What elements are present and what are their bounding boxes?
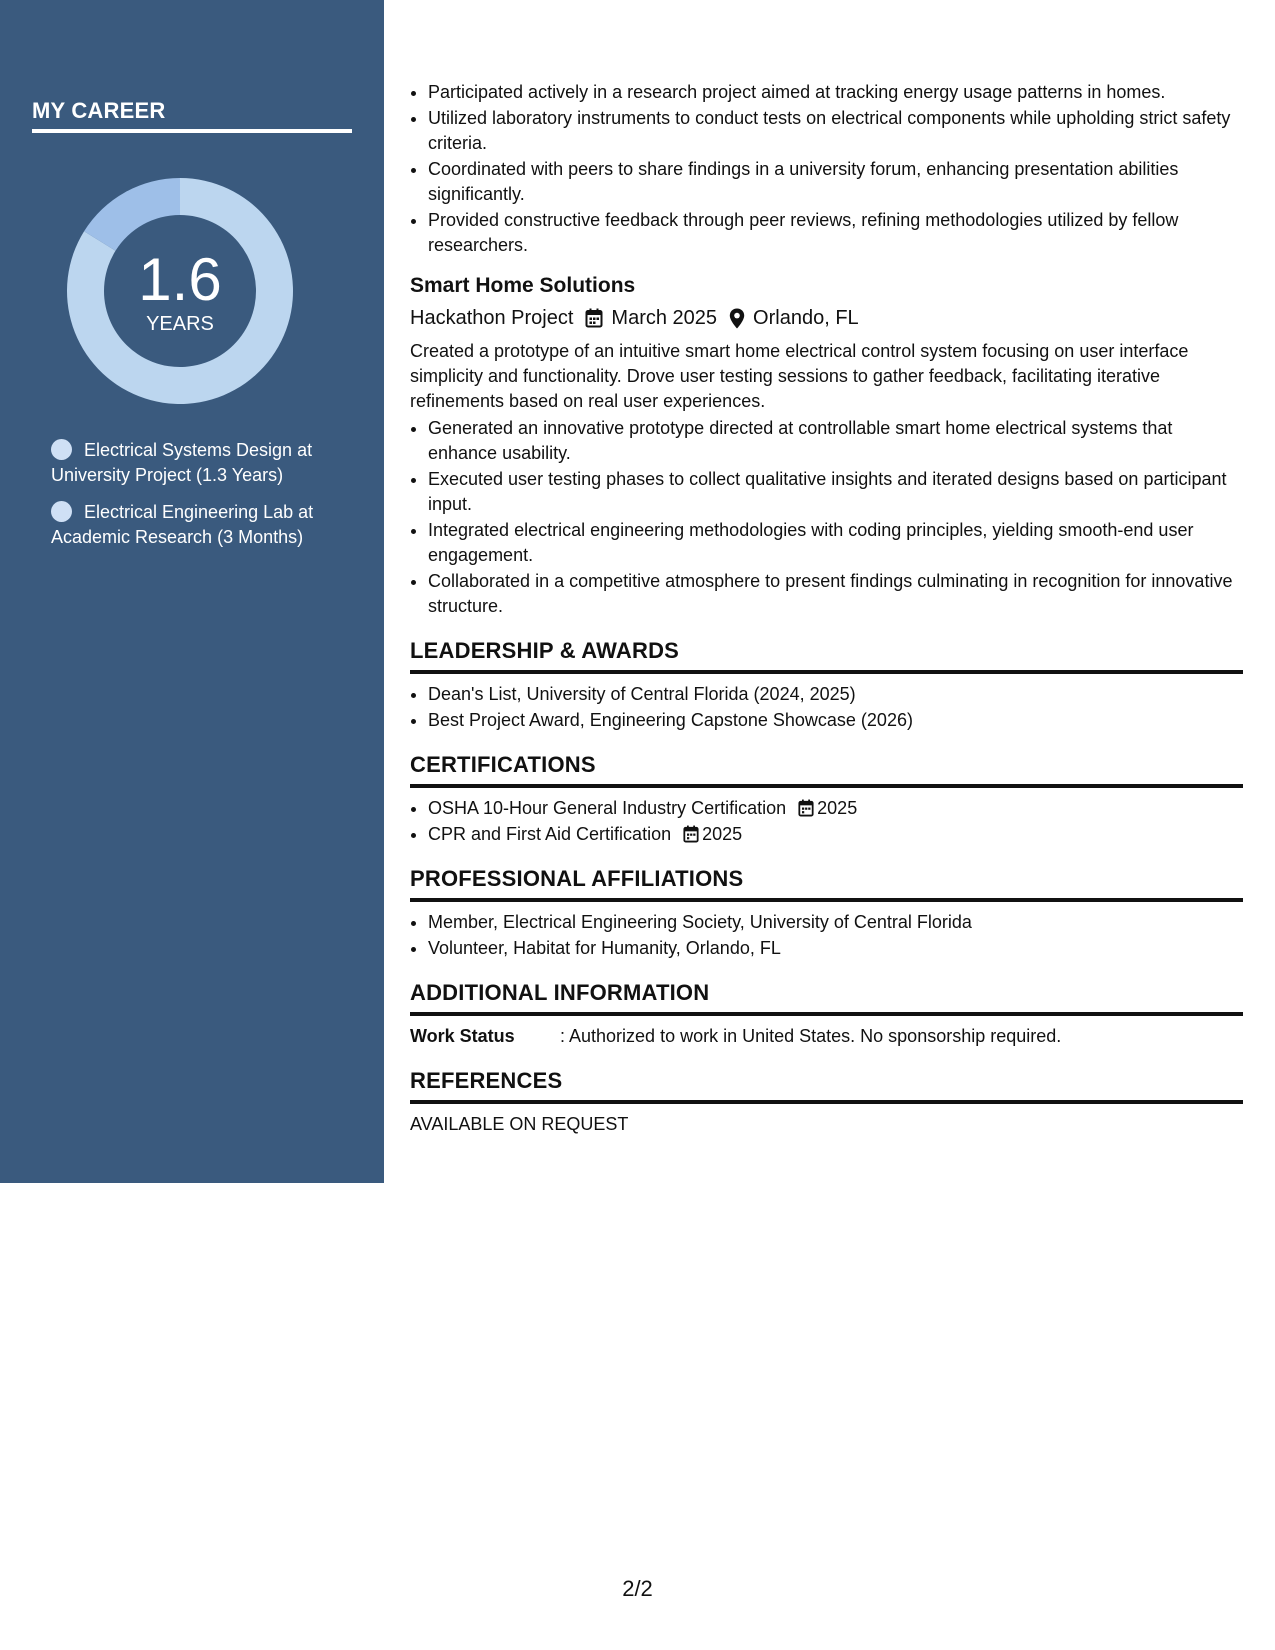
certification-year: 2025 — [817, 798, 858, 818]
legend-dot-icon — [51, 501, 72, 522]
career-item — [51, 500, 351, 550]
main-content — [410, 80, 1243, 1137]
list-item: • Member, Electrical Engineering Society, University of Central Florida — [428, 910, 1243, 935]
donut-slice-2 — [84, 178, 180, 251]
list-item: • Executed user testing phases to collect qualitative insights and iterated designs based on participant input. — [428, 467, 1243, 517]
work-status-label: Work Status — [410, 1026, 515, 1046]
section-title-references: REFERENCES — [410, 1067, 1243, 1104]
career-list — [51, 438, 351, 562]
career-item-label: Electrical Engineering Lab at Academic Research (3 Months) — [51, 502, 314, 547]
section-title-additional: ADDITIONAL INFORMATION — [410, 979, 1243, 1016]
career-title-rule — [32, 129, 352, 133]
sidebar — [0, 0, 384, 1183]
project-date: March 2025 — [611, 307, 718, 329]
project-description: Created a prototype of an intuitive smart home electrical control system focusing on user interface simplicity and functionality. Drove user testing sessions to gather feedback, facilitating iterative refinements based on real user experiences. — [410, 341, 1189, 411]
project-location: Orlando, FL — [753, 307, 859, 329]
legend-dot-icon — [51, 439, 72, 460]
section-title-affiliations: PROFESSIONAL AFFILIATIONS — [410, 865, 1243, 902]
list-item: • Utilized laboratory instruments to conduct tests on electrical components while upholding strict safety criteria. — [428, 106, 1243, 156]
career-total-unit: YEARS — [146, 313, 214, 335]
page-number: 2/2 — [622, 1576, 653, 1601]
project-bullets — [410, 416, 1243, 619]
leadership-list — [410, 682, 1243, 733]
section-title-leadership: LEADERSHIP & AWARDS — [410, 637, 1243, 674]
list-item — [428, 822, 1243, 847]
list-item: • Best Project Award, Engineering Capstone Showcase (2026) — [428, 708, 1243, 733]
calendar-icon — [683, 825, 699, 843]
list-item: • Generated an innovative prototype directed at controllable smart home electrical systems that enhance usability. — [428, 416, 1243, 466]
certification-name: OSHA 10-Hour General Industry Certification — [428, 798, 787, 818]
certification-name: CPR and First Aid Certification — [428, 824, 672, 844]
certifications-list — [410, 796, 1243, 847]
list-item: • Integrated electrical engineering methodologies with coding principles, yielding smooth-end user engagement. — [428, 518, 1243, 568]
list-item — [428, 796, 1243, 821]
section-title-certifications: CERTIFICATIONS — [410, 751, 1243, 788]
career-item-label: Electrical Systems Design at University Project (1.3 Years) — [51, 440, 313, 485]
list-item: • Dean's List, University of Central Florida (2024, 2025) — [428, 682, 1243, 707]
work-status-row — [410, 1024, 1243, 1049]
certification-year: 2025 — [702, 824, 743, 844]
list-item: • Collaborated in a competitive atmosphere to present findings culminating in recognition for innovative structure. — [428, 569, 1243, 619]
calendar-icon — [585, 308, 603, 328]
affiliations-list — [410, 910, 1243, 961]
list-item: • Provided constructive feedback through peer reviews, refining methodologies utilized by fellow researchers. — [428, 208, 1243, 258]
previous-experience-bullets — [410, 80, 1243, 258]
calendar-icon — [798, 799, 814, 817]
list-item: • Volunteer, Habitat for Humanity, Orlando, FL — [428, 936, 1243, 961]
project-org: Hackathon Project — [410, 307, 574, 329]
work-status-value: : Authorized to work in United States. No sponsorship required. — [560, 1026, 1062, 1046]
list-item: • Participated actively in a research project aimed at tracking energy usage patterns in homes. — [428, 80, 1243, 105]
career-total-years: 1.6 — [138, 246, 222, 313]
project-title: Smart Home Solutions — [410, 274, 636, 297]
career-title: MY CAREER — [32, 98, 166, 123]
project-meta — [410, 305, 1243, 331]
location-pin-icon — [729, 308, 745, 329]
list-item: • Coordinated with peers to share findings in a university forum, enhancing presentation abilities significantly. — [428, 157, 1243, 207]
career-item — [51, 438, 351, 488]
references-text: AVAILABLE ON REQUEST — [410, 1114, 629, 1134]
